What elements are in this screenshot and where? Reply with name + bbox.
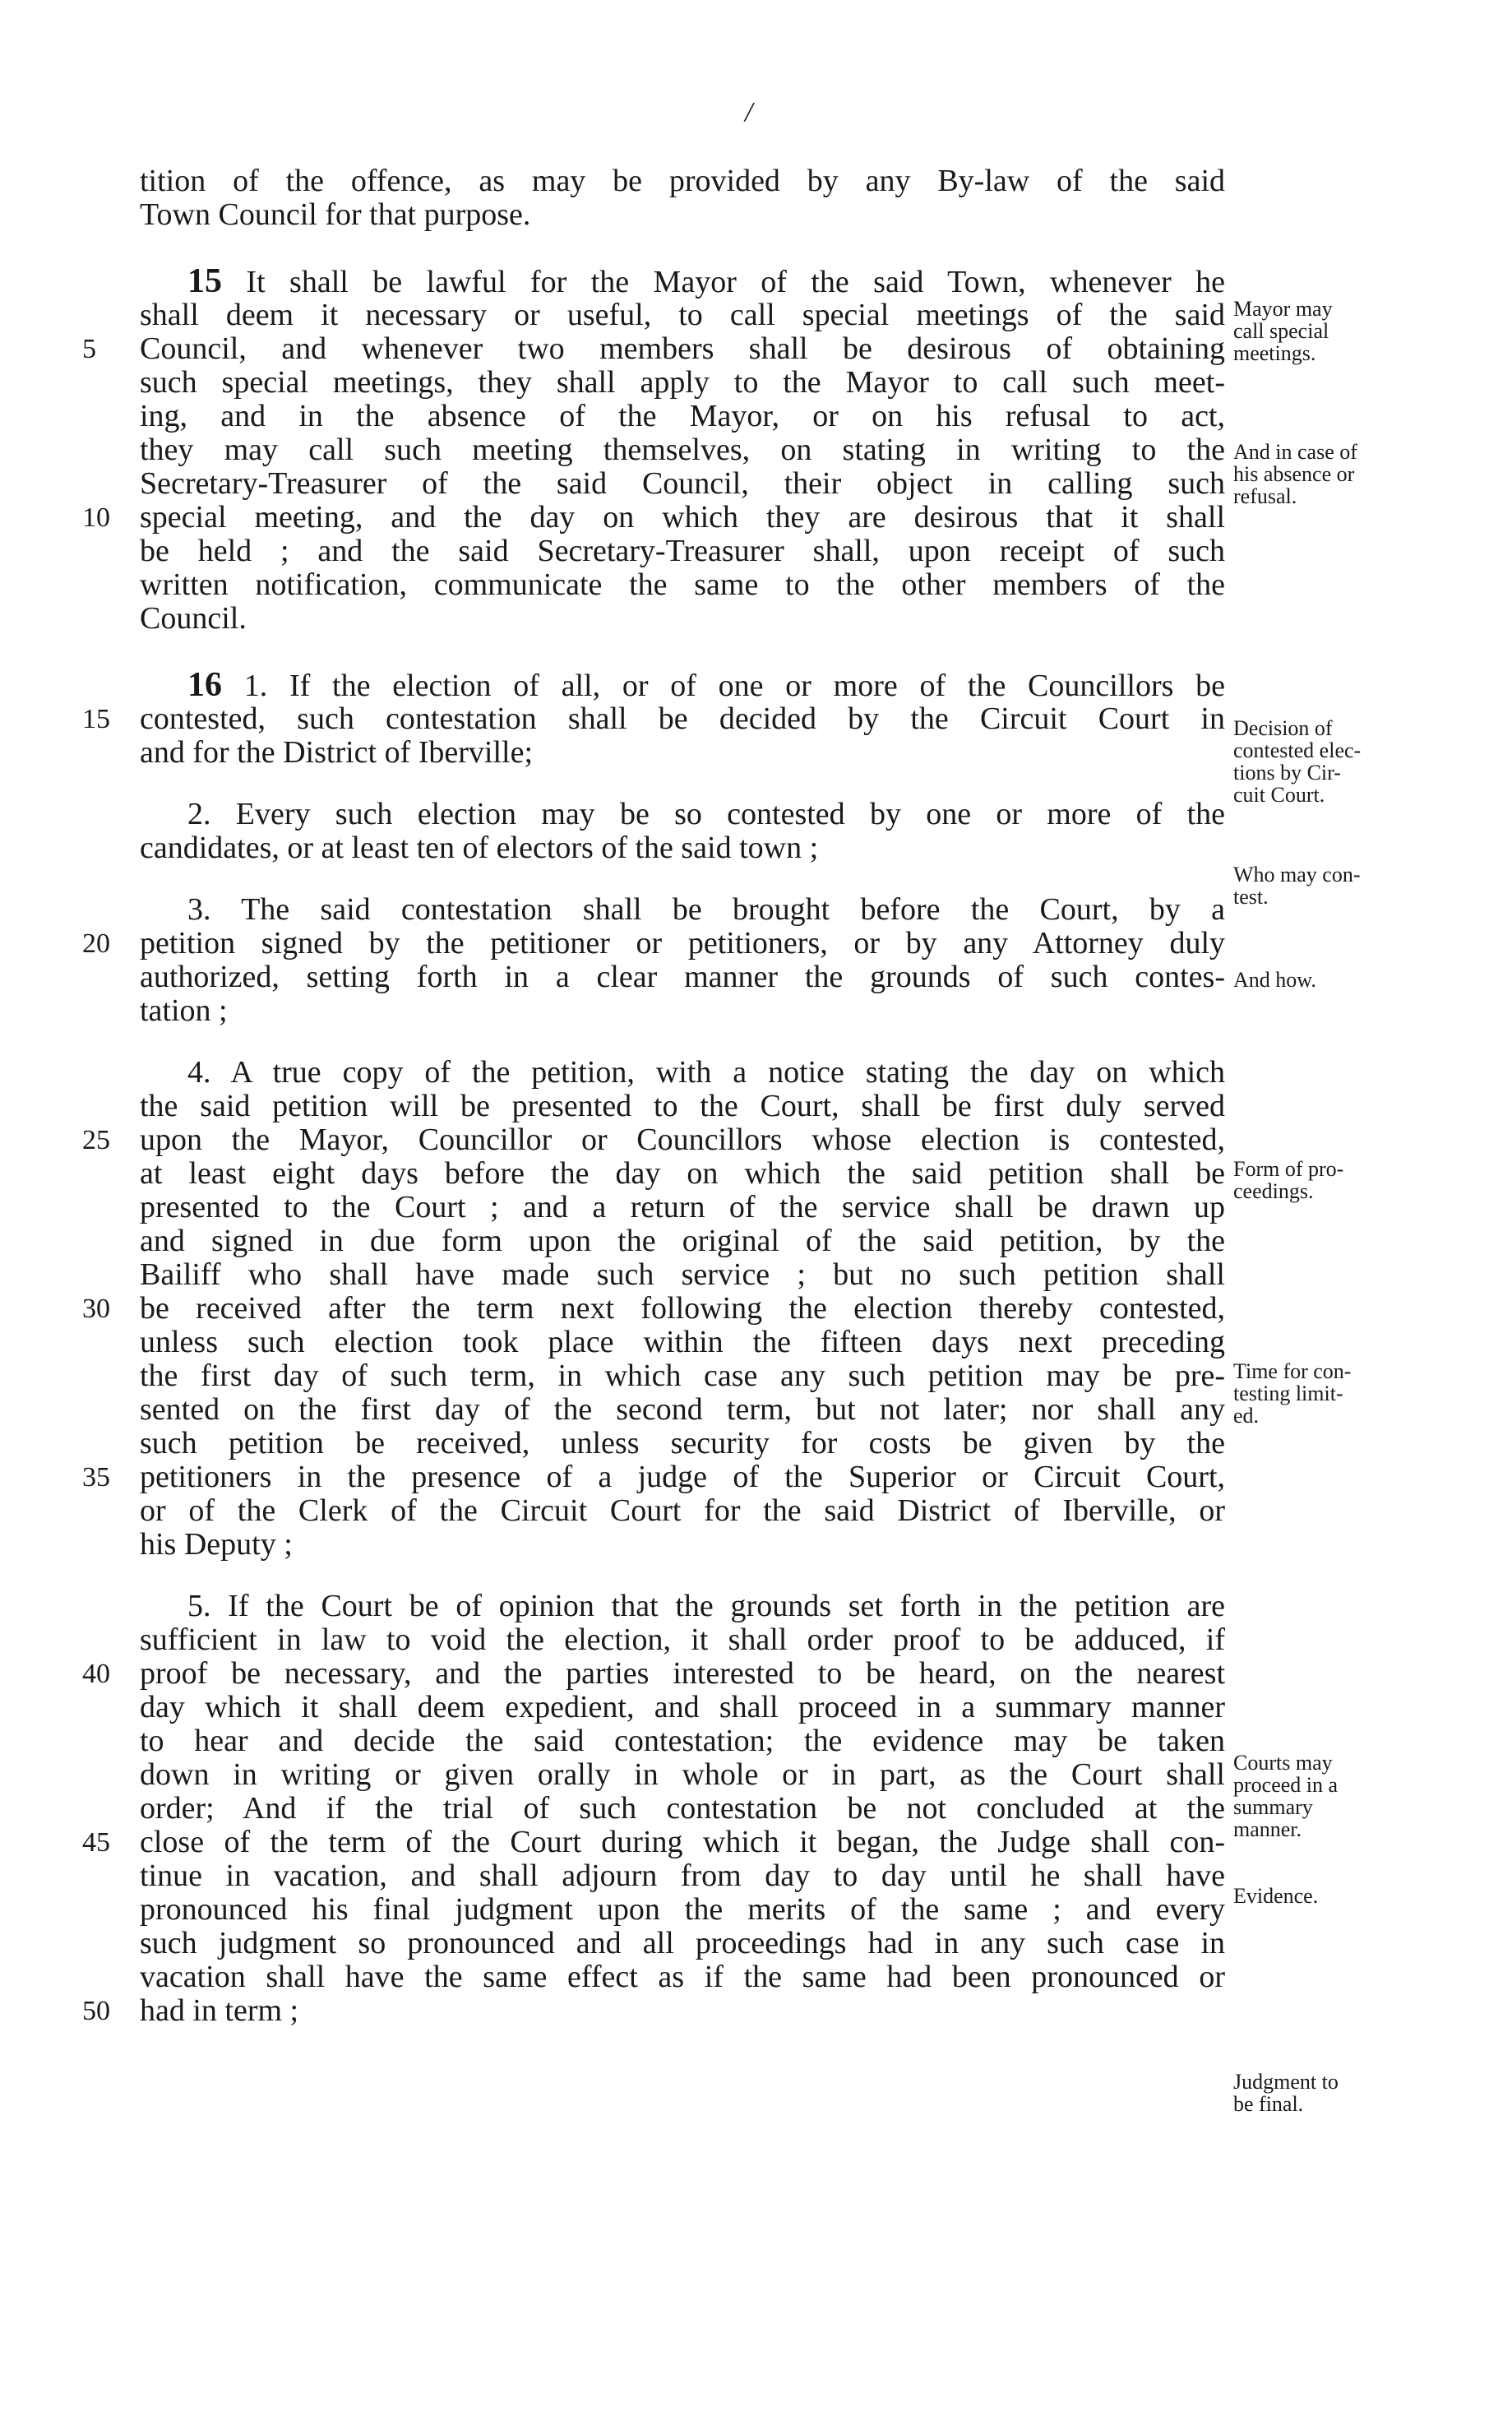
text-line: 40 proof be necessary, and the parties interested to be heard, on the nearest — [82, 1656, 1225, 1691]
line-number: 10 — [82, 502, 110, 533]
text-line: candidates, or at least ten of electors of the said town ; — [140, 831, 819, 865]
text-line: the first day of such term, in which case any such petition may be pre- — [140, 1358, 1225, 1393]
text-line: tition of the offence, as may be provided by any By-law of the said — [140, 164, 1225, 198]
text-line: 5 Council, and whenever two members shall be desirous of obtaining — [82, 331, 1225, 366]
text-line: 50 had in term ; — [82, 1993, 299, 2028]
text-line: ing, and in the absence of the Mayor, or on his refusal to act, — [140, 399, 1225, 433]
text-line: 35 petitioners in the presence of a judge of the Superior or Circuit Court, — [82, 1460, 1225, 1494]
text-line: be held ; and the said Secretary-Treasurer shall, upon receipt of such — [140, 534, 1225, 568]
text-line: or of the Clerk of the Circuit Court for the said District of Iberville, or — [140, 1493, 1225, 1528]
text-line: to hear and decide the said contestation; the evidence may be taken — [140, 1724, 1225, 1758]
text-line: 15 contested, such contestation shall be decided by the Circuit Court in — [82, 701, 1225, 736]
line-number: 20 — [82, 928, 110, 959]
text-line: such special meetings, they shall apply to the Mayor to call such meet- — [140, 365, 1225, 400]
line-number: 15 — [82, 704, 110, 734]
margin-note: Courts may proceed in a summary manner. — [1233, 1751, 1339, 1841]
text-line: and signed in due form upon the original of the said petition, by the — [140, 1224, 1225, 1258]
section-number: 16 — [187, 666, 222, 704]
text-line: 30 be received after the term next following the election thereby contested, — [82, 1291, 1225, 1326]
text-line: 3. The said contestation shall be brought before the Court, by a — [187, 892, 1225, 927]
text-line: they may call such meeting themselves, on stating in writing to the — [140, 433, 1225, 467]
text-line: presented to the Court ; and a return of the service shall be drawn up — [140, 1190, 1225, 1224]
text-line: pronounced his final judgment upon the merits of the same ; and every — [140, 1892, 1225, 1927]
line-number: 5 — [82, 334, 96, 364]
page-number-mark: / — [745, 97, 753, 127]
text-line: 25 upon the Mayor, Councillor or Councillors whose election is contested, — [82, 1122, 1225, 1157]
line-number: 35 — [82, 1462, 110, 1493]
margin-note: And in case of his absence or refusal. — [1233, 440, 1357, 508]
text-line: his Deputy ; — [140, 1527, 293, 1562]
text-line: 2. Every such election may be so contested by one or more of the — [187, 797, 1225, 831]
margin-note: Mayor may call special meetings. — [1233, 297, 1333, 365]
text-line: unless such election took place within the fifteen days next preceding — [140, 1325, 1225, 1359]
line-number: 40 — [82, 1659, 110, 1689]
text-line: tation ; — [140, 993, 228, 1028]
text-line: 45 close of the term of the Court during which it began, the Judge shall con- — [82, 1825, 1225, 1859]
text-line: at least eight days before the day on which the said petition shall be — [140, 1156, 1225, 1191]
line-number: 45 — [82, 1827, 110, 1858]
statute-text — [82, 164, 1226, 2028]
text-line: the said petition will be presented to the Court, shall be first duly served — [140, 1089, 1225, 1123]
section-number: 15 — [187, 262, 222, 300]
line-number: 25 — [82, 1125, 110, 1155]
text-line: 16 1. If the election of all, or of one or more of the Councillors be — [187, 666, 1225, 704]
text-line: written notification, communicate the same to the other members of the — [140, 567, 1225, 602]
text-line: sufficient in law to void the election, it shall order proof to be adduced, if — [140, 1622, 1225, 1657]
text-line: and for the District of Iberville; — [140, 735, 534, 770]
text-line: Council. — [140, 601, 247, 636]
text-line: such judgment so pronounced and all proceedings had in any such case in — [140, 1926, 1225, 1960]
text-line: 20 petition signed by the petitioner or petitioners, or by any Attorney duly — [82, 926, 1225, 960]
text-line: down in writing or given orally in whole or in part, as the Court shall — [140, 1757, 1225, 1792]
margin-note: Evidence. — [1233, 1884, 1319, 1908]
text-line: authorized, setting forth in a clear manner the grounds of such contes- — [140, 960, 1225, 994]
text-line: Town Council for that purpose. — [140, 197, 531, 232]
text-line: Secretary-Treasurer of the said Council, their object in calling such — [140, 466, 1225, 501]
text-line: order; And if the trial of such contestation be not concluded at the — [140, 1791, 1225, 1826]
line-number: 50 — [82, 1996, 110, 2026]
margin-note: Judgment to be final. — [1233, 2070, 1339, 2116]
margin-note: And how. — [1233, 968, 1316, 992]
text-line: 15 It shall be lawful for the Mayor of the said Town, whenever he — [187, 262, 1226, 300]
text-line: vacation shall have the same effect as if the same had been pronounced or — [140, 1960, 1225, 1994]
margin-note: Who may con- test. — [1233, 863, 1361, 909]
text-line: day which it shall deem expedient, and shall proceed in a summary manner — [140, 1690, 1225, 1724]
text-line: such petition be received, unless security for costs be given by the — [140, 1426, 1225, 1460]
text-line: shall deem it necessary or useful, to call special meetings of the said — [140, 298, 1225, 332]
margin-notes — [1233, 0, 1496, 2430]
line-number: 30 — [82, 1294, 110, 1324]
text-line: 10 special meeting, and the day on which they are desirous that it shall — [82, 500, 1225, 535]
margin-note: Decision of contested elec- tions by Cir- cuit Court. — [1233, 716, 1362, 807]
margin-note: Form of pro- ceedings. — [1233, 1157, 1344, 1203]
text-line: sented on the first day of the second term, but not later; nor shall any — [140, 1392, 1225, 1427]
text-line: tinue in vacation, and shall adjourn from day to day until he shall have — [140, 1858, 1225, 1893]
text-line: 5. If the Court be of opinion that the grounds set forth in the petition are — [187, 1589, 1225, 1623]
margin-note: Time for con- testing limit- ed. — [1233, 1359, 1352, 1428]
text-line: Bailiff who shall have made such service ; but no such petition shall — [140, 1257, 1225, 1292]
text-line: 4. A true copy of the petition, with a notice stating the day on which — [187, 1055, 1225, 1090]
